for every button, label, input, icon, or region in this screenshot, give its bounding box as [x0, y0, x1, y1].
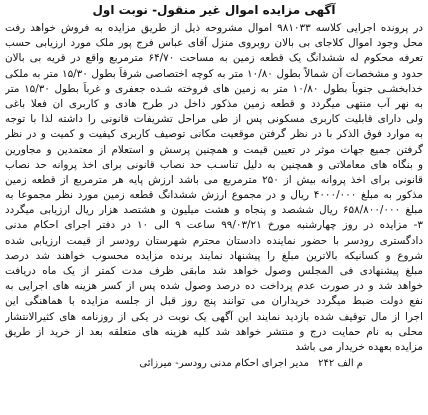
notice-line-20: اجرا از مال توقیف شده بازدید نمایند این آگهی یک نوبت در یکی از روزنامه های کثیرالانتشار	[5, 310, 423, 323]
notice-line-17: مبلغ پیشنهادی فی المجلس وصول خواهد شد مابقی ظرف مدت کمتر از یک ماه دریافت	[5, 265, 423, 277]
notice-line-11: قانونی برای اخذ پروانه بیش از ۲۵۰ مترمربع می باشد ارزش پایه هر مترمربع از قطعه زمین	[5, 173, 423, 186]
notice-line-15: دادگستری رودسر با حضور نماینده دادستان محترم شهرستان رودسر از قیمت ارزیابی شده	[5, 234, 423, 247]
notice-line-8: به موارد فوق الذکر با در نظر گرفتن موقعیت مکانی توصیف کاربری کیفیت و کمیت و در نظر	[5, 128, 423, 141]
notice-line-2: محل وجود اموال کلاجای بی بالان روبروی منزل آقای عباس فرج پور ملک مورد ارزیابی حسب	[5, 37, 423, 50]
notice-line-7: ولی دارای قابلیت کاربری مسکونی پس از طی مراحل تشریفات قانونی را داشته لذا با توجه	[5, 113, 423, 126]
notice-line-12: مذکور به مبلغ ۴۰۰۰/۰۰۰ ریال و در مجموع ارزش ششدانگ قطعه زمین مورد نظر مجموعا به	[5, 189, 423, 202]
notice-line-22: مزایده بعهده خریدار می باشد	[295, 340, 423, 353]
notice-line-6: به نهر آب منتهی میگردد و قطعه زمین مذکور داخل در طرح هادی و کاربری ان فعلا باغی	[5, 97, 423, 110]
notice-line-16: شروع و کسانیکه بالاترین مبلغ را پیشنهاد نمایند برنده مزایده محسوب خواهند شد درصد	[5, 249, 423, 262]
notice-footer	[5, 357, 423, 371]
notice-code: م الف ۲۴۲	[318, 358, 363, 370]
notice-line-10: و بنگاه های معاملاتی و همچنین به دلیل تناسـب حد نصاب قانونی برای اخذ پروانه حد نصاب	[5, 158, 423, 171]
notice-line-21: محلی به نام حمایت درج و منتشر خواهد شد کلیه هزینه های متعلقه بعد از خرید از طریق	[5, 325, 423, 338]
auction-notice	[3, 2, 425, 413]
notice-line-4: حدود و مشخصات آن شمالاً بطول ۱۰/۸۰ متر به کوچه اختصاصی شرقاً بطول ۱۵/۳۰ متر به ملکی	[5, 67, 423, 80]
notice-line-3: تعرفه محکوم له ششدانگ یک قطعه زمین به مساحت ۶۴/۷۰ مترمربع واقع در قریه بی بالان	[5, 52, 423, 65]
notice-line-13: مبلغ ۶۵۸/۸۰۰/۰۰۰ ریال ششصد و پنجاه و هشت میلیون و هشتصد هزار ریال ارزیابی میگردد	[5, 204, 423, 217]
notice-line-18: خواهد شد و در صورت عدم پرداخت ده درصد وصول شده پس از کسر هزینه های اجرایی به	[5, 280, 423, 293]
notice-body	[5, 21, 423, 355]
notice-line-9: گرفتن جمیع جهات موثر در تعیین قیمت و همچنین پرسش و استعلام از معتمدین و مجاورین	[5, 143, 423, 156]
notice-title: آگهی مزایده اموال غیر منقول- نوبت اول	[92, 3, 336, 17]
notice-line-1: در پرونده اجرایی کلاسه ۹۸۱۰۳۳ اموال مشروحه ذیل از طریق مزایده به فروش خواهد رفت	[5, 22, 423, 34]
notice-signature: مدیر اجرای احکام مدنی رودسر- میرزائی	[139, 358, 309, 370]
notice-line-19: نفع دولت ضبط میگردد خریداران می توانند پنج روز قبل از جلسه مزایده با هماهنگی این	[5, 295, 423, 308]
notice-line-14: ۳- مزایده در روز چهارشنبه مورخ ۹۹/۰۳/۲۱ ساعت ۹ الی ۱۰ در دفتر اجرای احکام مدنی	[5, 219, 423, 232]
notice-line-5: خدابخشـی جنوباً بطول ۱۰/۸۰ متر به زمین های فروخته شـده جعفری و غرباً بطول ۱۵/۳۰ متر	[5, 82, 423, 95]
